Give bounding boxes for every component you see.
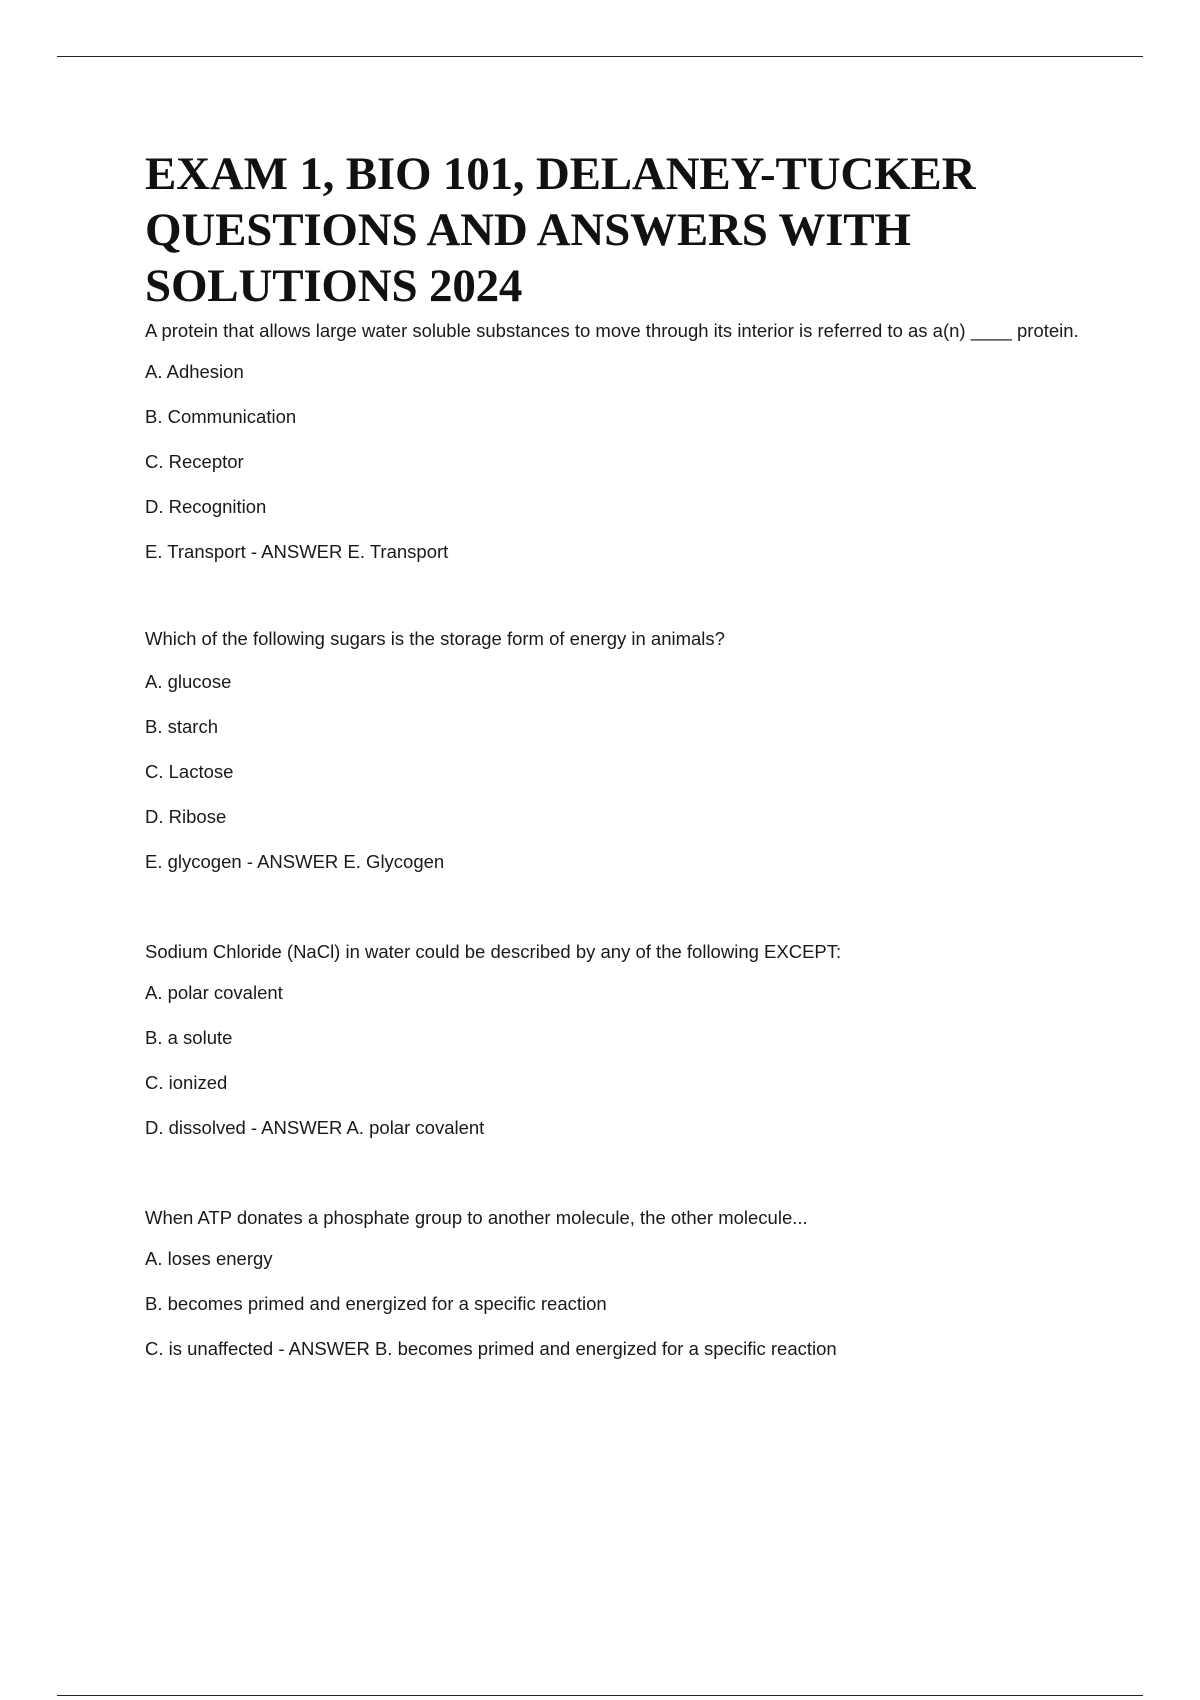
answer-option: B. becomes primed and energized for a specific reaction (145, 1293, 607, 1314)
bottom-divider (57, 1695, 1143, 1696)
answer-option: D. Recognition (145, 496, 267, 517)
answer-option: A. Adhesion (145, 361, 244, 382)
answer-option: E. glycogen - ANSWER E. Glycogen (145, 851, 445, 872)
answer-option: A. loses energy (145, 1248, 273, 1269)
answer-option: A. polar covalent (145, 982, 283, 1003)
document-title: EXAM 1, BIO 101, DELANEY-TUCKER QUESTIONS AND ANSWERS WITH SOLUTIONS 2024 (145, 148, 976, 312)
answer-option: C. Receptor (145, 451, 244, 472)
answer-option: D. dissolved - ANSWER A. polar covalent (145, 1117, 485, 1138)
question-block (145, 624, 1085, 873)
question-prompt: A protein that allows large water soluble substances to move through its interior is referred to as a(n) ____ protein. (145, 320, 1079, 341)
answer-option: E. Transport - ANSWER E. Transport (145, 541, 449, 562)
question-prompt: When ATP donates a phosphate group to another molecule, the other molecule... (145, 1207, 808, 1228)
question-prompt: Which of the following sugars is the storage form of energy in animals? (145, 628, 725, 649)
answer-option: A. glucose (145, 671, 232, 692)
question-block (145, 1203, 1085, 1360)
question-prompt: Sodium Chloride (NaCl) in water could be described by any of the following EXCEPT: (145, 941, 842, 962)
question-block (145, 316, 1085, 563)
answer-option: D. Ribose (145, 806, 227, 827)
answer-option: C. is unaffected - ANSWER B. becomes primed and energized for a specific reaction (145, 1338, 837, 1359)
answer-option: B. starch (145, 716, 218, 737)
answer-option: C. ionized (145, 1072, 228, 1093)
document-body (145, 146, 1085, 1360)
answer-option: B. a solute (145, 1027, 233, 1048)
question-block (145, 937, 1085, 1139)
answer-option: B. Communication (145, 406, 297, 427)
answer-option: C. Lactose (145, 761, 234, 782)
top-divider (57, 56, 1143, 57)
